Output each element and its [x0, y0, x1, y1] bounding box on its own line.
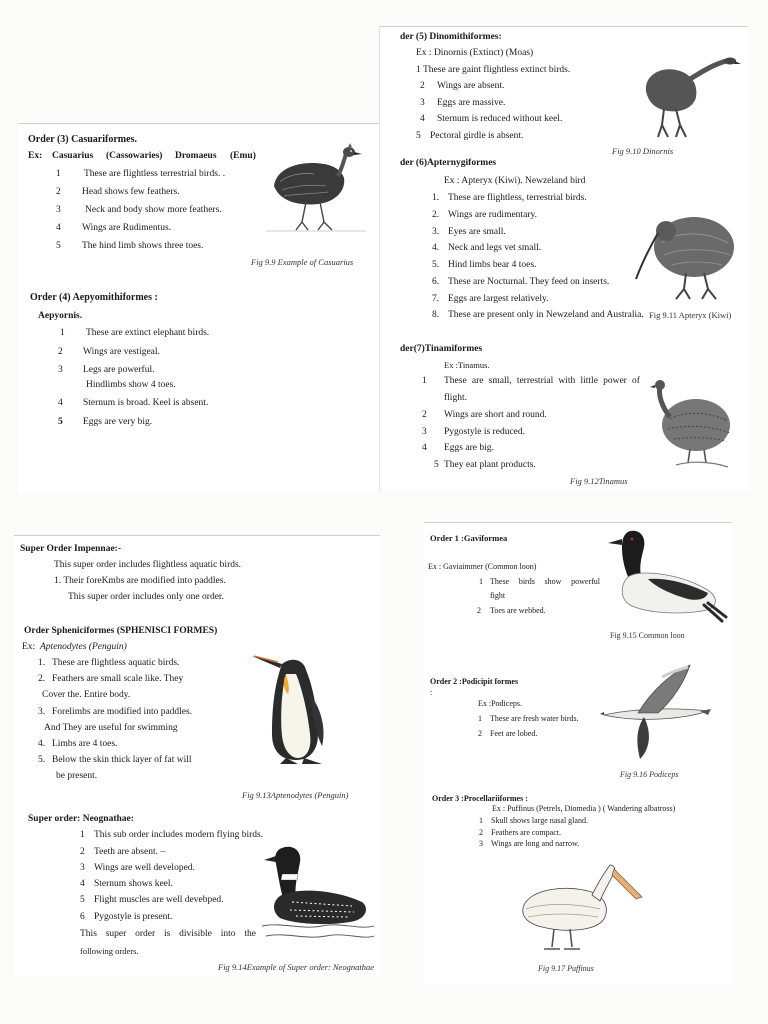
podiceps-illustration — [600, 663, 712, 763]
list-item: Feathers are compact. — [491, 828, 561, 837]
list-item-number: 2. — [38, 674, 46, 684]
word: into — [220, 929, 236, 939]
penguin-illustration — [252, 654, 352, 764]
list-item-number: 1. — [432, 193, 440, 203]
list-item: These are flightless, terrestrial birds. — [448, 193, 587, 203]
list-item-number: 8. — [432, 310, 440, 320]
word: of — [632, 376, 640, 386]
list-item: Eyes are small. — [448, 227, 506, 237]
list-item: Eggs are largest relatively. — [448, 294, 549, 304]
list-item: These are Nocturnal. They feed on inserts. — [448, 277, 610, 287]
list-item: Pygostyle is reduced. — [444, 427, 526, 437]
puffinus-illustration — [514, 861, 644, 953]
list-item-number: 4 — [420, 114, 425, 124]
list-item-number: 5. — [432, 260, 440, 270]
neognathae-closing-line — [80, 928, 256, 940]
list-item-number: 2 — [420, 81, 425, 91]
list-item: Sternum shows keel. — [94, 879, 173, 889]
casuariformes-example-3: Dromaeus — [175, 151, 217, 161]
list-item: Eggs are massive. — [437, 98, 506, 108]
list-item: Wings are well developed. — [94, 863, 195, 873]
aepyornithiformes-heading: Order (4) Aepyomithiformes : — [30, 292, 158, 303]
figure-caption: Fig 9.10 Dinornis — [612, 146, 674, 156]
word: This — [80, 929, 97, 939]
list-item: These are extinct elephant birds. — [86, 328, 210, 338]
list-item-number: 3. — [38, 707, 46, 717]
apterygiformes-heading: der (6)Apternygiformes — [400, 158, 497, 168]
word: terrestrial — [516, 376, 554, 386]
list-item-continuation: flight. — [444, 393, 467, 403]
casuariformes-example-2: (Cassowaries) — [106, 151, 163, 161]
figure-caption: Fig 9.12Tinamus — [570, 476, 628, 486]
podicipitiformes-heading: Order 2 :Podicipit formes — [430, 677, 519, 686]
list-item-number: 1 — [422, 376, 427, 386]
impennae-heading: Super Order Impennae:- — [20, 544, 121, 554]
list-item-number: 4. — [38, 739, 46, 749]
word: show — [544, 577, 562, 586]
page-gaviformes — [424, 522, 732, 985]
sphenisciformes-example-prefix: Ex: — [22, 642, 36, 652]
figure-caption: Fig 9.15 Common loon — [610, 631, 685, 640]
gaviformes-heading: Order 1 :Gaviformea — [430, 533, 508, 543]
list-item-number: 1 — [479, 816, 483, 825]
word: small, — [488, 376, 512, 386]
figure-caption: Fig 9.16 Podiceps — [620, 770, 679, 779]
list-item: Wings are long and narrow. — [491, 839, 580, 848]
list-item: Neck and legs vet small. — [448, 243, 542, 253]
word: with — [558, 376, 576, 386]
list-item: Wings are short and round. — [444, 410, 547, 420]
impennae-line: 1. Their foreKmbs are modified into paddles. — [54, 576, 226, 586]
list-item: Cover the. Entire body. — [42, 690, 131, 700]
list-item-number: 4. — [432, 243, 440, 253]
list-item-number: 2. — [432, 210, 440, 220]
list-item: And They are useful for swimming — [44, 723, 178, 733]
list-item-number: 2 — [58, 347, 63, 357]
word: divisible — [179, 929, 212, 939]
list-item: The hind limb shows three toes. — [82, 241, 204, 251]
list-item: Flight muscles are well devebped. — [94, 895, 224, 905]
list-item: These are present only in Newzeland and Australia. — [448, 310, 644, 320]
list-item: These are flightless terrestrial birds. . — [84, 169, 226, 179]
list-item: Neck and body show more feathers. — [85, 205, 222, 215]
list-item-number: 3 — [80, 863, 85, 873]
list-item-number: 1. — [38, 658, 46, 668]
sphenisciformes-heading: Order Spheniciformes (SPHENISCI FORMES) — [24, 626, 218, 636]
list-item-number: 5. — [38, 755, 46, 765]
figure-caption: Fig 9.9 Example of Casuarius — [251, 257, 354, 267]
list-item: Wings are rudimentary. — [448, 210, 537, 220]
list-item-number: 5 — [434, 460, 439, 470]
list-item-number: 3 — [420, 98, 425, 108]
list-item-number: 6. — [432, 277, 440, 287]
list-item: This sub order includes modern flying birds. — [94, 830, 264, 840]
list-item: Wings are vestigeal. — [83, 347, 160, 357]
word: little — [580, 376, 598, 386]
list-item: These are fresh water birds. — [490, 714, 579, 723]
loon-illustration — [262, 844, 374, 948]
list-item: Below the skin thick layer of fat will — [52, 755, 192, 765]
dinornithiformes-heading: der (5) Dinomithiformes: — [400, 32, 502, 42]
list-item-number: 2 — [80, 847, 85, 857]
tinamiformes-heading: der(7)Tinamiformes — [400, 344, 483, 354]
figure-caption: Fig 9.14Example of Super order: Neognathae — [218, 962, 374, 972]
tinamiformes-point-1 — [444, 375, 640, 387]
tinamiformes-example: Ex :Tinamus. — [444, 360, 490, 370]
casuariformes-example-prefix: Ex: — [28, 151, 43, 161]
procellariiformes-example: Ex : Puffinus (Petrels, Diomedia ) ( Wandering albatross) — [492, 804, 676, 813]
word: These — [444, 376, 467, 386]
list-item-number: 2 — [56, 187, 61, 197]
list-item: Limbs are 4 toes. — [52, 739, 118, 749]
list-item-continuation: fight — [490, 591, 506, 600]
list-item-number: 3 — [422, 427, 427, 437]
list-item-number: 3 — [56, 205, 61, 215]
word: power — [603, 376, 627, 386]
cassowary-illustration — [266, 142, 366, 234]
list-item-continuation: following orders. — [80, 946, 139, 956]
impennae-line: This super order includes only one order. — [68, 592, 224, 602]
list-item: Sternum is broad. Keel is absent. — [83, 398, 209, 408]
list-item-number: 1 — [478, 714, 482, 723]
list-item-number: 4 — [58, 398, 63, 408]
word: are — [471, 376, 484, 386]
list-item: Head shows few feathers. — [82, 187, 180, 197]
word: birds — [518, 577, 535, 586]
word: order — [135, 929, 156, 939]
word: is — [164, 929, 171, 939]
list-item: Wings are Rudimentus. — [82, 223, 172, 233]
list-item: These are gaint flightless extinct birds. — [423, 65, 571, 75]
list-item-number: 1 — [416, 65, 421, 75]
list-item-number: 3 — [479, 839, 483, 848]
list-item-number: 1 — [80, 830, 85, 840]
neognathae-heading: Super order: Neognathae: — [28, 814, 134, 824]
word: These — [490, 577, 510, 586]
figure-caption: Fig 9.17 Puffinus — [538, 964, 594, 973]
common-loon-illustration — [608, 529, 728, 625]
list-item-number: 6 — [80, 912, 85, 922]
word: powerful — [571, 577, 600, 586]
list-item-number: 2 — [422, 410, 427, 420]
word: super — [105, 929, 127, 939]
list-item: Hind limbs bear 4 toes. — [448, 260, 537, 270]
procellariiformes-heading: Order 3 :Procellariiformes : — [432, 794, 528, 803]
list-item: Hindlimbs show 4 toes. — [86, 380, 176, 390]
list-item-number: 7. — [432, 294, 440, 304]
list-item: Feet are lobed. — [490, 729, 538, 738]
list-item-number: 2 — [479, 828, 483, 837]
list-item: Sternum is reduced without keel. — [437, 114, 563, 124]
list-item: Skull shows large nasal gland. — [491, 816, 588, 825]
list-item: Eggs are very big. — [83, 417, 153, 427]
page-dinornithiformes — [380, 26, 748, 491]
list-item: Pygostyle is present. — [94, 912, 173, 922]
list-item: These are flightless aquatic birds. — [52, 658, 180, 668]
list-item-number: 3 — [58, 365, 63, 375]
list-item: Pectoral girdle is absent. — [430, 131, 524, 141]
list-item-number: 5 — [56, 241, 61, 251]
list-item-number: 2 — [478, 729, 482, 738]
figure-caption: Fig 9.13Aptenodytes (Penguin) — [242, 790, 349, 800]
page-impennae — [14, 535, 380, 976]
casuariformes-heading: Order (3) Casuariformes. — [28, 134, 137, 145]
impennae-line: This super order includes flightless aquatic birds. — [54, 560, 242, 570]
list-item-number: 4 — [80, 879, 85, 889]
list-item-number: 1 — [56, 169, 61, 179]
casuariformes-example-1: Casuarius — [52, 151, 94, 161]
list-item: Teeth are absent. – — [94, 847, 166, 857]
list-item: Wings are absent. — [437, 81, 505, 91]
list-item-number: 5 — [80, 895, 85, 905]
dinornis-illustration — [640, 57, 744, 141]
podicipitiformes-colon: : — [430, 688, 433, 697]
page-casuariformes — [18, 123, 380, 494]
list-item-number: 4 — [422, 443, 427, 453]
apterygiformes-example: Ex : Apteryx (Kiwi). Newzeland bird — [444, 176, 586, 186]
list-item: Toes are webbed. — [490, 606, 546, 615]
list-item: be present. — [56, 771, 98, 781]
list-item-number: 1 — [479, 577, 483, 586]
list-item-number: 5 — [416, 131, 421, 141]
aepyornithiformes-example: Aepyornis. — [38, 311, 83, 321]
list-item-number: 2 — [477, 606, 481, 615]
casuariformes-example-4: (Emu) — [230, 151, 256, 161]
list-item: Eggs are big. — [444, 443, 494, 453]
list-item: Forelimbs are modified into paddles. — [52, 707, 193, 717]
list-item-number: 4 — [56, 223, 61, 233]
dinornithiformes-example: Ex : Dinornis (Extinct) (Moas) — [416, 48, 534, 58]
list-item: They eat plant products. — [444, 460, 536, 470]
gaviformes-example: Ex : Gaviaimmer (Common loon) — [428, 562, 537, 571]
list-item: Feathers are small scale like. They — [52, 674, 184, 684]
list-item-number: 1 — [60, 328, 65, 338]
word: the — [244, 929, 256, 939]
podicipitiformes-example: Ex :Podiceps. — [478, 699, 522, 708]
gaviformes-point-1 — [490, 576, 600, 588]
figure-caption: Fig 9.11 Apteryx (Kiwi) — [649, 310, 732, 320]
sphenisciformes-example: Aptenodytes (Penguin) — [40, 642, 127, 652]
tinamus-illustration — [650, 377, 736, 471]
list-item-number: 5 — [58, 417, 63, 427]
list-item-number: 3. — [432, 227, 440, 237]
list-item: Legs are powerful. — [83, 365, 155, 375]
kiwi-illustration — [632, 203, 738, 303]
